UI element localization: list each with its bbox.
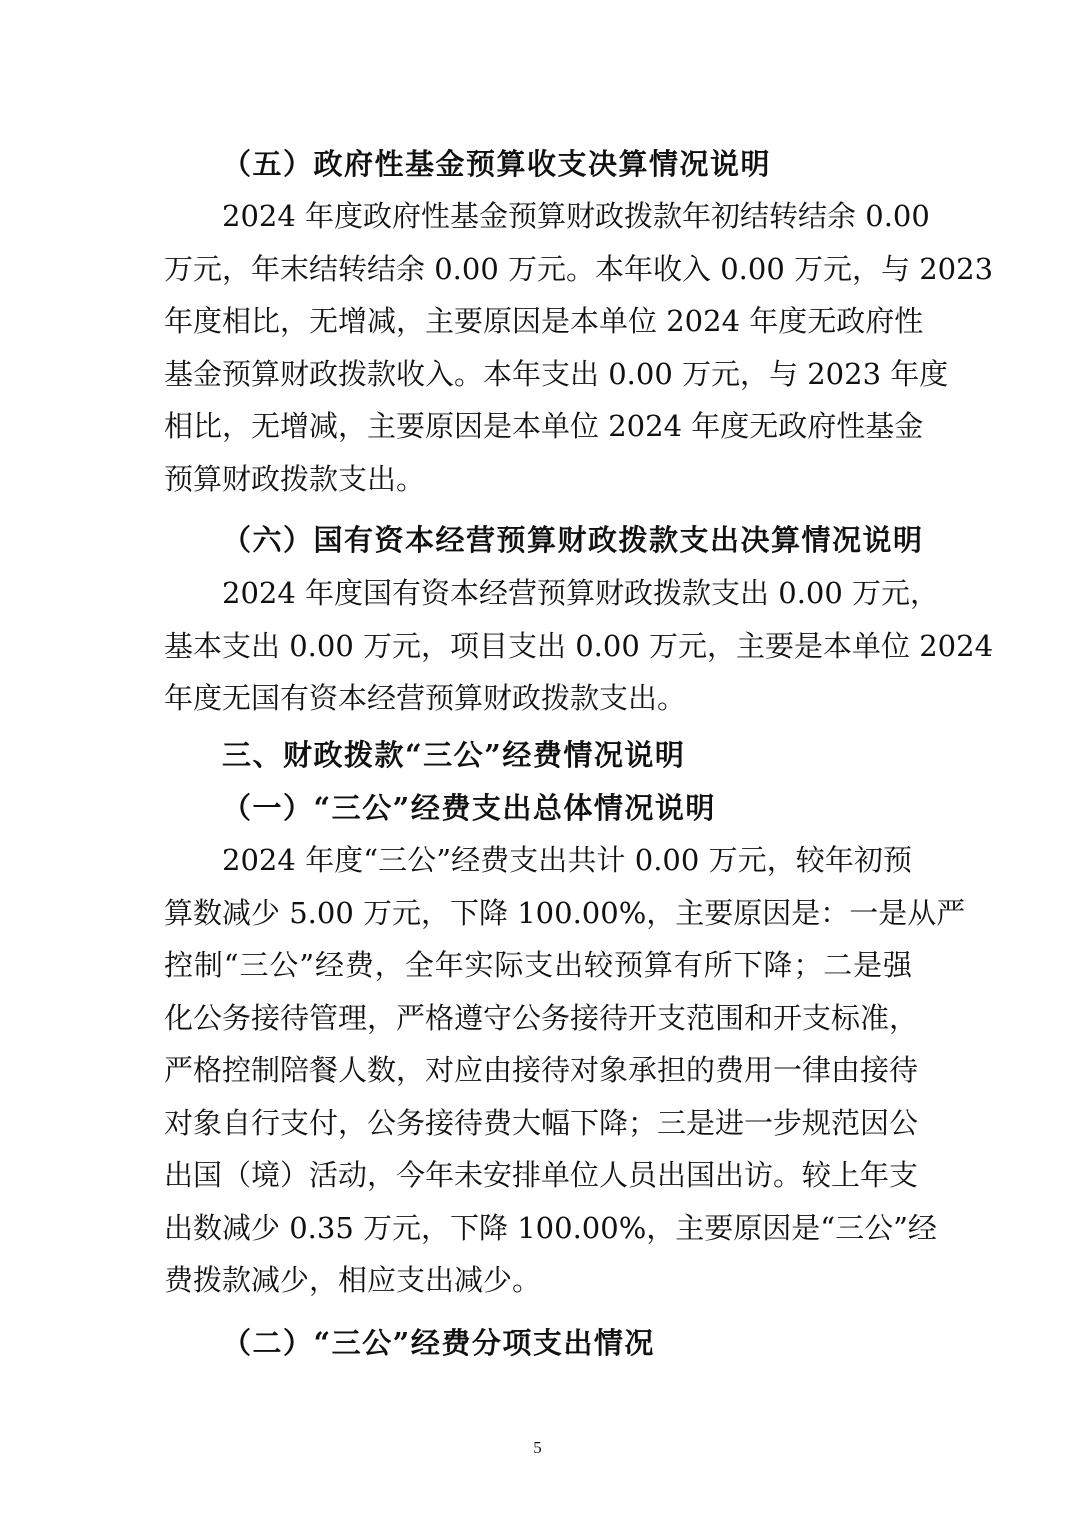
paragraph-three-public-overall — [164, 834, 966, 1307]
text-line: 出国（境）活动，今年未安排单位人员出国出访。较上年支 — [164, 1158, 919, 1192]
text-line: 控制“三公”经费，全年实际支出较预算有所下降；二是强 — [164, 948, 912, 982]
text-line: 对象自行支付，公务接待费大幅下降；三是进一步规范因公 — [164, 1105, 919, 1140]
text-line: 年度无国有资本经营预算财政拨款支出。 — [164, 681, 687, 715]
text-line: 基金预算财政拨款收入。本年支出 0.00 万元，与 2023 年度 — [164, 356, 949, 391]
section-heading-3-1: （一）“三公”经费支出总体情况说明 — [222, 791, 716, 825]
text-line: 2024 年度国有资本经营预算财政拨款支出 0.00 万元， — [222, 576, 940, 610]
paragraph-gov-fund — [164, 190, 994, 505]
text-line: 出数减少 0.35 万元，下降 100.00%，主要原因是“三公”经 — [164, 1210, 937, 1245]
text-line: 年度相比，无增减，主要原因是本单位 2024 年度无政府性 — [164, 304, 924, 338]
section-heading-3-2: （二）“三公”经费分项支出情况 — [222, 1326, 655, 1360]
page-number: 5 — [533, 1438, 542, 1457]
part-heading-3: 三、财政拨款“三公”经费情况说明 — [222, 738, 686, 772]
text-line: 万元，年末结转结余 0.00 万元。本年收入 0.00 万元，与 2023 — [164, 251, 994, 286]
paragraph-state-capital — [164, 567, 994, 725]
text-line: 2024 年度政府性基金预算财政拨款年初结转结余 0.00 — [222, 199, 930, 233]
section-heading-6: （六）国有资本经营预算财政拨款支出决算情况说明 — [222, 523, 924, 557]
section-heading-5: （五）政府性基金预算收支决算情况说明 — [222, 147, 772, 181]
text-line: 严格控制陪餐人数，对应由接待对象承担的费用一律由接待 — [164, 1053, 919, 1087]
text-line: 化公务接待管理，严格遵守公务接待开支范围和开支标准， — [164, 1000, 919, 1035]
text-line: 费拨款减少，相应支出减少。 — [164, 1263, 542, 1297]
text-line: 基本支出 0.00 万元，项目支出 0.00 万元，主要是本单位 2024 — [164, 628, 994, 663]
text-line: 预算财政拨款支出。 — [164, 461, 426, 496]
text-line: 2024 年度“三公”经费支出共计 0.00 万元，较年初预 — [222, 843, 912, 877]
text-line: 相比，无增减，主要原因是本单位 2024 年度无政府性基金 — [164, 409, 924, 443]
text-line: 算数减少 5.00 万元，下降 100.00%，主要原因是：一是从严 — [164, 895, 966, 930]
